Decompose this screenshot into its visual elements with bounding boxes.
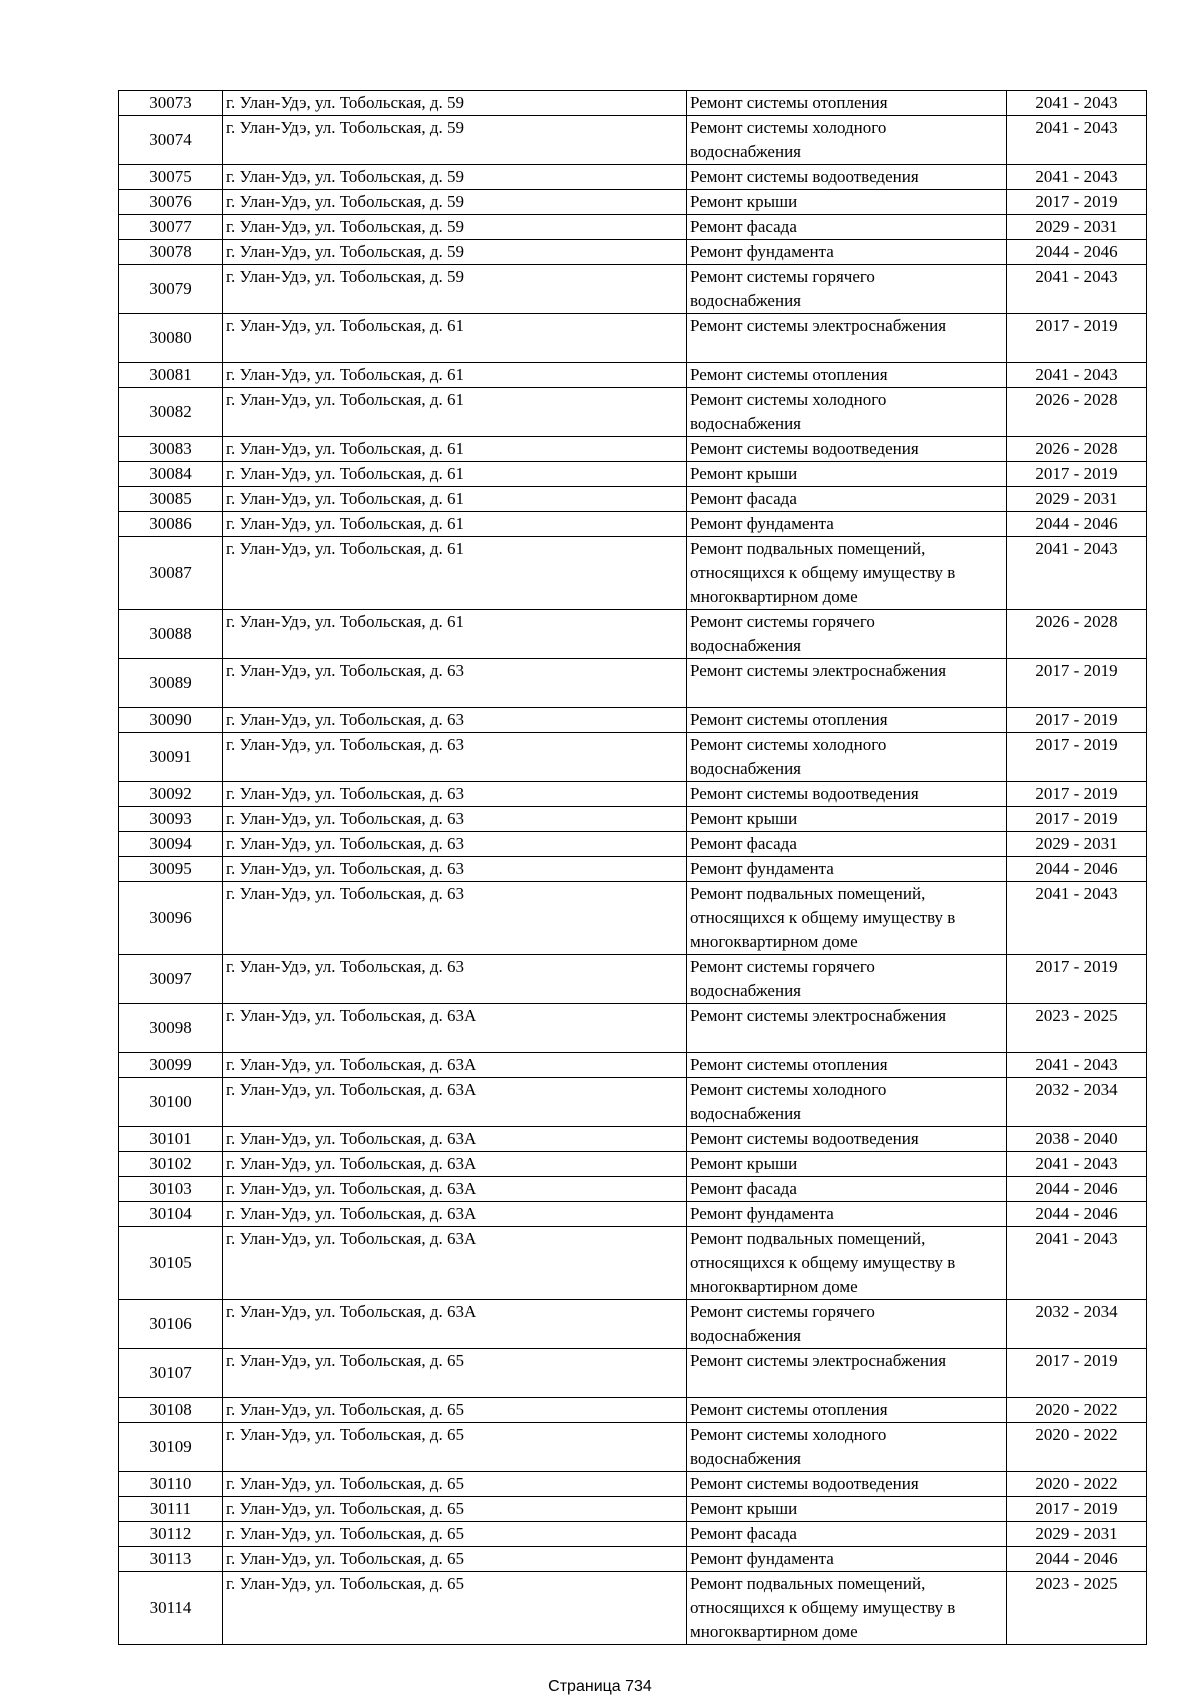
address-cell: г. Улан-Удэ, ул. Тобольская, д. 63А	[223, 1127, 687, 1152]
period-cell: 2017 - 2019	[1007, 314, 1147, 363]
work-type-cell: Ремонт крыши	[687, 807, 1007, 832]
table-row	[119, 363, 1147, 388]
period-cell: 2017 - 2019	[1007, 1497, 1147, 1522]
table-body	[119, 91, 1147, 1645]
address-cell: г. Улан-Удэ, ул. Тобольская, д. 65	[223, 1497, 687, 1522]
table-row	[119, 240, 1147, 265]
work-type-cell: Ремонт фасада	[687, 215, 1007, 240]
address-cell: г. Улан-Удэ, ул. Тобольская, д. 61	[223, 537, 687, 610]
address-cell: г. Улан-Удэ, ул. Тобольская, д. 63А	[223, 1053, 687, 1078]
period-cell: 2041 - 2043	[1007, 165, 1147, 190]
address-cell: г. Улан-Удэ, ул. Тобольская, д. 63А	[223, 1202, 687, 1227]
table-row	[119, 462, 1147, 487]
row-number-cell: 30074	[119, 116, 223, 165]
table-row	[119, 1423, 1147, 1472]
period-cell: 2020 - 2022	[1007, 1398, 1147, 1423]
row-number-cell: 30111	[119, 1497, 223, 1522]
row-number-cell: 30075	[119, 165, 223, 190]
period-cell: 2017 - 2019	[1007, 733, 1147, 782]
address-cell: г. Улан-Удэ, ул. Тобольская, д. 65	[223, 1398, 687, 1423]
work-type-cell: Ремонт системы горячего водоснабжения	[687, 955, 1007, 1004]
address-cell: г. Улан-Удэ, ул. Тобольская, д. 65	[223, 1349, 687, 1398]
period-cell: 2017 - 2019	[1007, 782, 1147, 807]
address-cell: г. Улан-Удэ, ул. Тобольская, д. 63	[223, 882, 687, 955]
work-type-cell: Ремонт фасада	[687, 832, 1007, 857]
table-row	[119, 1349, 1147, 1398]
period-cell: 2026 - 2028	[1007, 388, 1147, 437]
address-cell: г. Улан-Удэ, ул. Тобольская, д. 63А	[223, 1177, 687, 1202]
work-type-cell: Ремонт системы холодного водоснабжения	[687, 1078, 1007, 1127]
work-type-cell: Ремонт системы электроснабжения	[687, 314, 1007, 363]
table-row	[119, 610, 1147, 659]
row-number-cell: 30092	[119, 782, 223, 807]
period-cell: 2041 - 2043	[1007, 882, 1147, 955]
table-row	[119, 1152, 1147, 1177]
period-cell: 2017 - 2019	[1007, 807, 1147, 832]
period-cell: 2020 - 2022	[1007, 1423, 1147, 1472]
table-row	[119, 955, 1147, 1004]
period-cell: 2017 - 2019	[1007, 955, 1147, 1004]
row-number-cell: 30091	[119, 733, 223, 782]
period-cell: 2017 - 2019	[1007, 462, 1147, 487]
period-cell: 2044 - 2046	[1007, 1202, 1147, 1227]
address-cell: г. Улан-Удэ, ул. Тобольская, д. 63А	[223, 1078, 687, 1127]
row-number-cell: 30101	[119, 1127, 223, 1152]
row-number-cell: 30095	[119, 857, 223, 882]
work-type-cell: Ремонт фундамента	[687, 1202, 1007, 1227]
row-number-cell: 30097	[119, 955, 223, 1004]
table-row	[119, 1177, 1147, 1202]
row-number-cell: 30087	[119, 537, 223, 610]
work-type-cell: Ремонт подвальных помещений, относящихся к общему имуществу в многоквартирном доме	[687, 1227, 1007, 1300]
period-cell: 2044 - 2046	[1007, 512, 1147, 537]
address-cell: г. Улан-Удэ, ул. Тобольская, д. 65	[223, 1522, 687, 1547]
table-row	[119, 1572, 1147, 1645]
work-type-cell: Ремонт системы электроснабжения	[687, 659, 1007, 708]
row-number-cell: 30110	[119, 1472, 223, 1497]
table-row	[119, 1078, 1147, 1127]
period-cell: 2041 - 2043	[1007, 116, 1147, 165]
work-type-cell: Ремонт системы отопления	[687, 1053, 1007, 1078]
table-row	[119, 265, 1147, 314]
address-cell: г. Улан-Удэ, ул. Тобольская, д. 65	[223, 1472, 687, 1497]
row-number-cell: 30078	[119, 240, 223, 265]
table-row	[119, 165, 1147, 190]
work-type-cell: Ремонт крыши	[687, 190, 1007, 215]
period-cell: 2020 - 2022	[1007, 1472, 1147, 1497]
address-cell: г. Улан-Удэ, ул. Тобольская, д. 59	[223, 91, 687, 116]
row-number-cell: 30076	[119, 190, 223, 215]
work-type-cell: Ремонт системы водоотведения	[687, 1472, 1007, 1497]
table-row	[119, 537, 1147, 610]
address-cell: г. Улан-Удэ, ул. Тобольская, д. 61	[223, 314, 687, 363]
table-row	[119, 91, 1147, 116]
period-cell: 2041 - 2043	[1007, 537, 1147, 610]
table-row	[119, 1227, 1147, 1300]
work-type-cell: Ремонт крыши	[687, 1152, 1007, 1177]
row-number-cell: 30114	[119, 1572, 223, 1645]
capital-repair-table	[118, 90, 1147, 1645]
work-type-cell: Ремонт подвальных помещений, относящихся к общему имуществу в многоквартирном доме	[687, 882, 1007, 955]
row-number-cell: 30112	[119, 1522, 223, 1547]
address-cell: г. Улан-Удэ, ул. Тобольская, д. 63	[223, 955, 687, 1004]
row-number-cell: 30108	[119, 1398, 223, 1423]
row-number-cell: 30090	[119, 708, 223, 733]
work-type-cell: Ремонт системы холодного водоснабжения	[687, 388, 1007, 437]
table-row	[119, 116, 1147, 165]
period-cell: 2041 - 2043	[1007, 1227, 1147, 1300]
address-cell: г. Улан-Удэ, ул. Тобольская, д. 63	[223, 807, 687, 832]
row-number-cell: 30096	[119, 882, 223, 955]
row-number-cell: 30106	[119, 1300, 223, 1349]
address-cell: г. Улан-Удэ, ул. Тобольская, д. 59	[223, 215, 687, 240]
period-cell: 2044 - 2046	[1007, 240, 1147, 265]
work-type-cell: Ремонт подвальных помещений, относящихся к общему имуществу в многоквартирном доме	[687, 537, 1007, 610]
work-type-cell: Ремонт системы водоотведения	[687, 782, 1007, 807]
table-row	[119, 807, 1147, 832]
address-cell: г. Улан-Удэ, ул. Тобольская, д. 61	[223, 610, 687, 659]
work-type-cell: Ремонт крыши	[687, 1497, 1007, 1522]
row-number-cell: 30107	[119, 1349, 223, 1398]
work-type-cell: Ремонт системы водоотведения	[687, 1127, 1007, 1152]
work-type-cell: Ремонт системы горячего водоснабжения	[687, 1300, 1007, 1349]
address-cell: г. Улан-Удэ, ул. Тобольская, д. 61	[223, 437, 687, 462]
period-cell: 2017 - 2019	[1007, 708, 1147, 733]
address-cell: г. Улан-Удэ, ул. Тобольская, д. 65	[223, 1423, 687, 1472]
work-type-cell: Ремонт фасада	[687, 1522, 1007, 1547]
work-type-cell: Ремонт системы отопления	[687, 708, 1007, 733]
address-cell: г. Улан-Удэ, ул. Тобольская, д. 63	[223, 659, 687, 708]
period-cell: 2041 - 2043	[1007, 1152, 1147, 1177]
table-row	[119, 388, 1147, 437]
work-type-cell: Ремонт системы электроснабжения	[687, 1349, 1007, 1398]
address-cell: г. Улан-Удэ, ул. Тобольская, д. 63А	[223, 1004, 687, 1053]
period-cell: 2044 - 2046	[1007, 1547, 1147, 1572]
work-type-cell: Ремонт фундамента	[687, 857, 1007, 882]
table-row	[119, 782, 1147, 807]
address-cell: г. Улан-Удэ, ул. Тобольская, д. 59	[223, 240, 687, 265]
work-type-cell: Ремонт системы электроснабжения	[687, 1004, 1007, 1053]
address-cell: г. Улан-Удэ, ул. Тобольская, д. 65	[223, 1547, 687, 1572]
period-cell: 2041 - 2043	[1007, 363, 1147, 388]
table-row	[119, 190, 1147, 215]
work-type-cell: Ремонт системы отопления	[687, 363, 1007, 388]
row-number-cell: 30084	[119, 462, 223, 487]
address-cell: г. Улан-Удэ, ул. Тобольская, д. 63	[223, 857, 687, 882]
table-row	[119, 1004, 1147, 1053]
period-cell: 2044 - 2046	[1007, 1177, 1147, 1202]
page-number: Страница 734	[548, 1678, 652, 1695]
row-number-cell: 30073	[119, 91, 223, 116]
address-cell: г. Улан-Удэ, ул. Тобольская, д. 61	[223, 462, 687, 487]
work-type-cell: Ремонт системы горячего водоснабжения	[687, 610, 1007, 659]
row-number-cell: 30089	[119, 659, 223, 708]
row-number-cell: 30099	[119, 1053, 223, 1078]
table-row	[119, 1497, 1147, 1522]
address-cell: г. Улан-Удэ, ул. Тобольская, д. 63А	[223, 1300, 687, 1349]
address-cell: г. Улан-Удэ, ул. Тобольская, д. 63А	[223, 1152, 687, 1177]
period-cell: 2023 - 2025	[1007, 1572, 1147, 1645]
table-row	[119, 314, 1147, 363]
period-cell: 2041 - 2043	[1007, 265, 1147, 314]
address-cell: г. Улан-Удэ, ул. Тобольская, д. 63	[223, 782, 687, 807]
work-type-cell: Ремонт системы отопления	[687, 91, 1007, 116]
period-cell: 2029 - 2031	[1007, 1522, 1147, 1547]
address-cell: г. Улан-Удэ, ул. Тобольская, д. 61	[223, 512, 687, 537]
period-cell: 2041 - 2043	[1007, 91, 1147, 116]
table-row	[119, 1522, 1147, 1547]
work-type-cell: Ремонт системы отопления	[687, 1398, 1007, 1423]
address-cell: г. Улан-Удэ, ул. Тобольская, д. 63А	[223, 1227, 687, 1300]
work-type-cell: Ремонт фундамента	[687, 1547, 1007, 1572]
row-number-cell: 30079	[119, 265, 223, 314]
row-number-cell: 30109	[119, 1423, 223, 1472]
row-number-cell: 30085	[119, 487, 223, 512]
period-cell: 2017 - 2019	[1007, 1349, 1147, 1398]
work-type-cell: Ремонт системы водоотведения	[687, 165, 1007, 190]
table-row	[119, 1398, 1147, 1423]
row-number-cell: 30081	[119, 363, 223, 388]
period-cell: 2044 - 2046	[1007, 857, 1147, 882]
table-row	[119, 659, 1147, 708]
work-type-cell: Ремонт фундамента	[687, 512, 1007, 537]
period-cell: 2032 - 2034	[1007, 1078, 1147, 1127]
work-type-cell: Ремонт фасада	[687, 487, 1007, 512]
work-type-cell: Ремонт системы водоотведения	[687, 437, 1007, 462]
address-cell: г. Улан-Удэ, ул. Тобольская, д. 59	[223, 165, 687, 190]
table-row	[119, 708, 1147, 733]
work-type-cell: Ремонт системы горячего водоснабжения	[687, 265, 1007, 314]
work-type-cell: Ремонт подвальных помещений, относящихся к общему имуществу в многоквартирном доме	[687, 1572, 1007, 1645]
row-number-cell: 30082	[119, 388, 223, 437]
row-number-cell: 30083	[119, 437, 223, 462]
work-type-cell: Ремонт фасада	[687, 1177, 1007, 1202]
period-cell: 2026 - 2028	[1007, 610, 1147, 659]
table-row	[119, 215, 1147, 240]
table-row	[119, 857, 1147, 882]
address-cell: г. Улан-Удэ, ул. Тобольская, д. 63	[223, 708, 687, 733]
period-cell: 2032 - 2034	[1007, 1300, 1147, 1349]
row-number-cell: 30105	[119, 1227, 223, 1300]
work-type-cell: Ремонт фундамента	[687, 240, 1007, 265]
row-number-cell: 30077	[119, 215, 223, 240]
address-cell: г. Улан-Удэ, ул. Тобольская, д. 61	[223, 388, 687, 437]
period-cell: 2023 - 2025	[1007, 1004, 1147, 1053]
address-cell: г. Улан-Удэ, ул. Тобольская, д. 65	[223, 1572, 687, 1645]
work-type-cell: Ремонт крыши	[687, 462, 1007, 487]
period-cell: 2029 - 2031	[1007, 215, 1147, 240]
address-cell: г. Улан-Удэ, ул. Тобольская, д. 61	[223, 363, 687, 388]
table-row	[119, 1300, 1147, 1349]
row-number-cell: 30086	[119, 512, 223, 537]
period-cell: 2029 - 2031	[1007, 487, 1147, 512]
table-row	[119, 1127, 1147, 1152]
row-number-cell: 30104	[119, 1202, 223, 1227]
address-cell: г. Улан-Удэ, ул. Тобольская, д. 59	[223, 190, 687, 215]
row-number-cell: 30102	[119, 1152, 223, 1177]
table-row	[119, 512, 1147, 537]
period-cell: 2017 - 2019	[1007, 659, 1147, 708]
table-row	[119, 1472, 1147, 1497]
table-row	[119, 832, 1147, 857]
address-cell: г. Улан-Удэ, ул. Тобольская, д. 63	[223, 832, 687, 857]
table-row	[119, 882, 1147, 955]
row-number-cell: 30103	[119, 1177, 223, 1202]
table-row	[119, 487, 1147, 512]
row-number-cell: 30093	[119, 807, 223, 832]
row-number-cell: 30098	[119, 1004, 223, 1053]
period-cell: 2026 - 2028	[1007, 437, 1147, 462]
address-cell: г. Улан-Удэ, ул. Тобольская, д. 61	[223, 487, 687, 512]
work-type-cell: Ремонт системы холодного водоснабжения	[687, 733, 1007, 782]
address-cell: г. Улан-Удэ, ул. Тобольская, д. 63	[223, 733, 687, 782]
period-cell: 2038 - 2040	[1007, 1127, 1147, 1152]
period-cell: 2041 - 2043	[1007, 1053, 1147, 1078]
work-type-cell: Ремонт системы холодного водоснабжения	[687, 1423, 1007, 1472]
work-type-cell: Ремонт системы холодного водоснабжения	[687, 116, 1007, 165]
table-row	[119, 437, 1147, 462]
table-row	[119, 733, 1147, 782]
address-cell: г. Улан-Удэ, ул. Тобольская, д. 59	[223, 265, 687, 314]
period-cell: 2029 - 2031	[1007, 832, 1147, 857]
table-row	[119, 1547, 1147, 1572]
row-number-cell: 30088	[119, 610, 223, 659]
period-cell: 2017 - 2019	[1007, 190, 1147, 215]
row-number-cell: 30100	[119, 1078, 223, 1127]
row-number-cell: 30094	[119, 832, 223, 857]
address-cell: г. Улан-Удэ, ул. Тобольская, д. 59	[223, 116, 687, 165]
table-row	[119, 1202, 1147, 1227]
row-number-cell: 30113	[119, 1547, 223, 1572]
row-number-cell: 30080	[119, 314, 223, 363]
table-row	[119, 1053, 1147, 1078]
